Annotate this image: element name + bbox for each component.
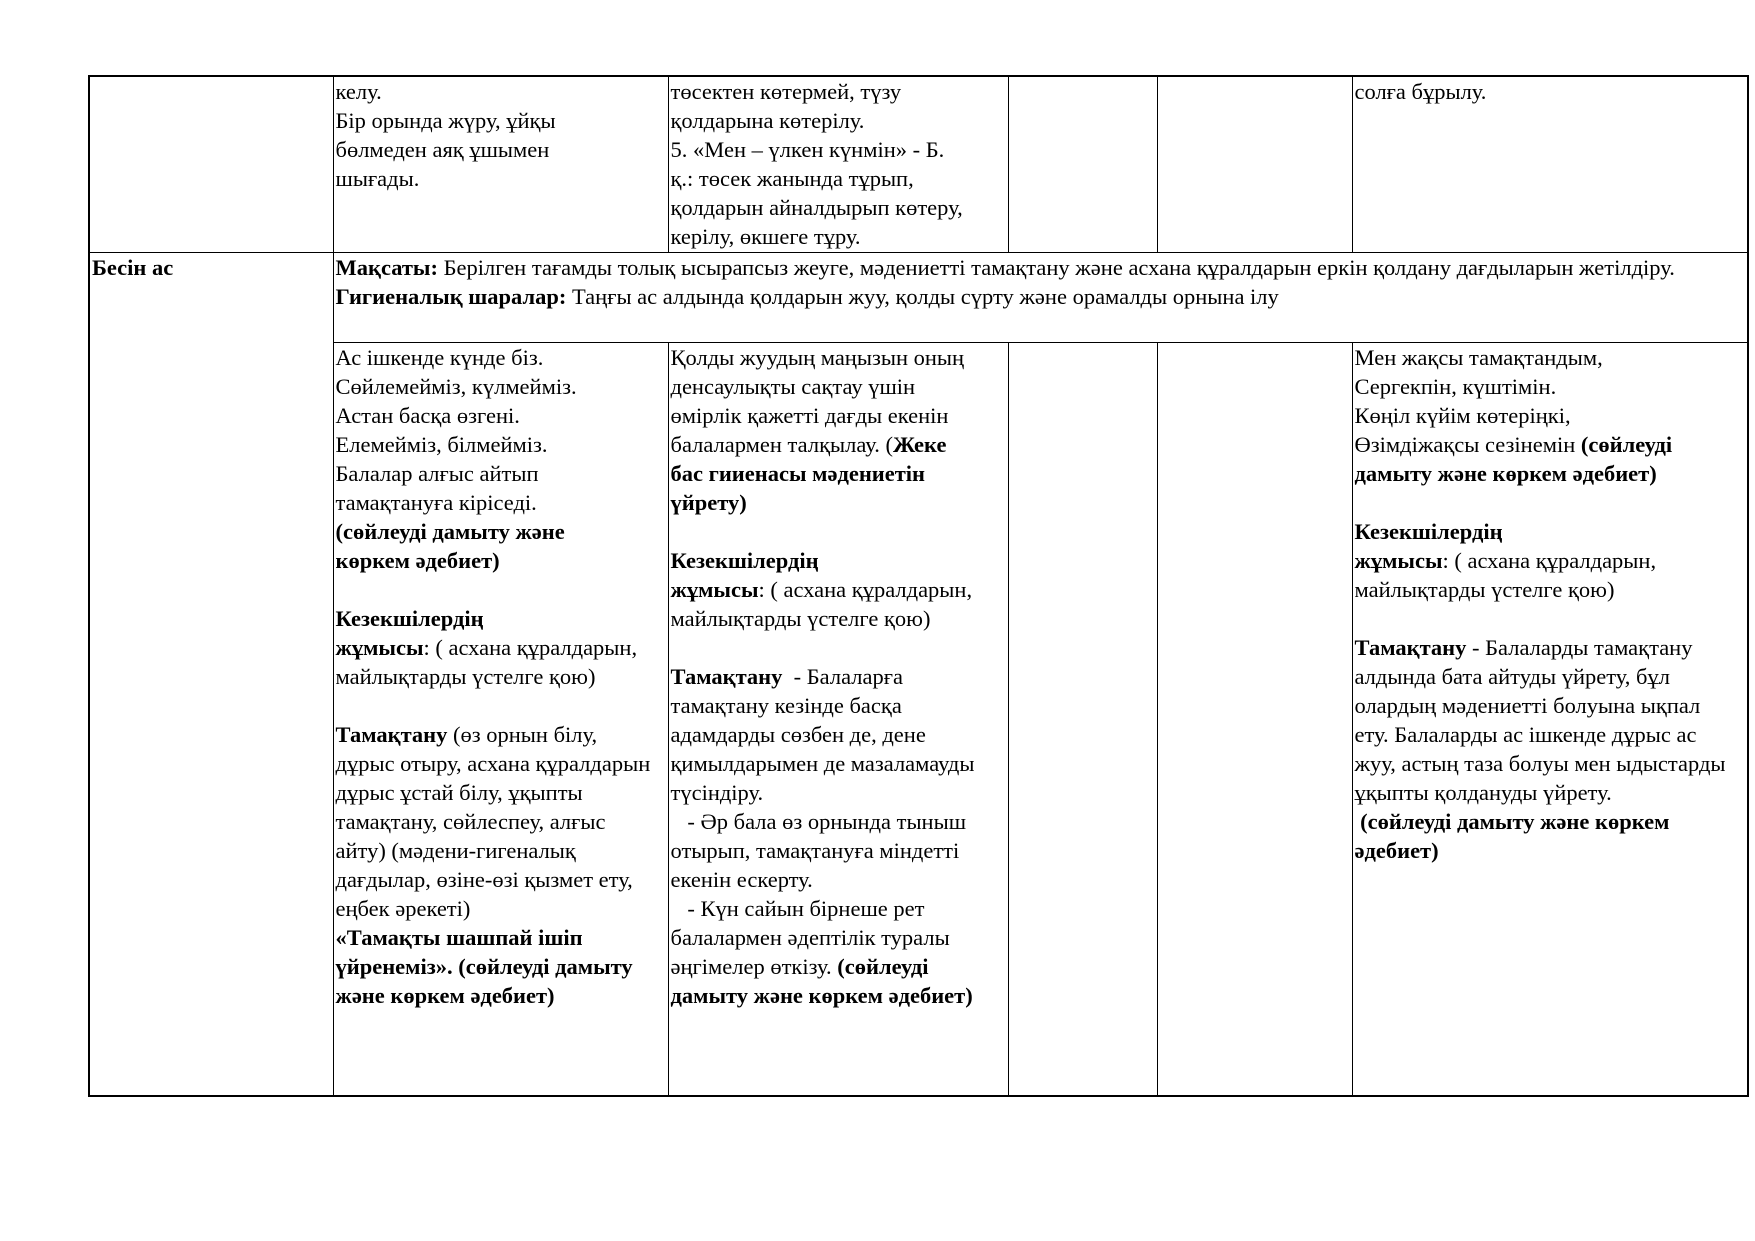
cell-monday-activity: келу. Бір орында жүру, ұйқы бөлмеден аяқ ұшымен шығады. xyxy=(333,76,668,252)
continuation-row xyxy=(89,76,1748,252)
section-header-row xyxy=(89,252,1748,342)
section-title-cell xyxy=(89,252,333,1096)
section-goal-cell xyxy=(333,252,1748,342)
cell-tuesday-activity: төсектен көтермей, түзу қолдарына көтерілу. 5. «Мен – үлкен күнмін» - Б. қ.: төсек жанында тұрып, қолдарын айналдырып көтеру, керілу, өкшеге тұру. xyxy=(668,76,1008,252)
goal-label: Мақсаты: xyxy=(335,254,438,280)
cell-friday-activity: солға бұрылу. xyxy=(1352,76,1748,252)
daily-content-row xyxy=(89,342,1748,1096)
cell-monday-meal: Ас ішкенде күнде біз. Сөйлемейміз, күлмейміз. Астан басқа өзгені. Елемейміз, білмейміз. Балалар алғыс айтып тамақтануға кіріседі. (сөйлеуді дамыту және көркем әдебиет) Кезекшілердің жұмысы: ( асхана құралдарын, майлықтарды үстелге қою) Тамақтану (өз орнын білу, дұрыс отыру, асхана құралдарын дұрыс ұстай білу, ұқыпты тамақтану, сөйлеспеу, алғыс айту) (мәдени-гигеналық дағдылар, өзіне-өзі қызмет ету, еңбек әрекеті) «Тамақты шашпай ішіп үйренеміз». (сөйлеуді дамыту және көркем әдебиет) xyxy=(333,342,668,1096)
cell-thursday-meal xyxy=(1157,342,1352,1096)
cell-wednesday-meal xyxy=(1008,342,1157,1096)
hygiene-label: Гигиеналық шаралар: xyxy=(335,283,567,309)
hygiene-text: Таңғы ас алдында қолдарын жуу, қолды сүрту және орамалды орнына ілу xyxy=(566,283,1279,309)
cell-empty-left xyxy=(89,76,333,252)
cell-tuesday-meal: Қолды жуудың маңызын оның денсаулықты сақтау үшін өмірлік қажетті дағды екенін балалармен талқылау. (Жеке бас гииенасы мәдениетін үйрету) Кезекшілердің жұмысы: ( асхана құралдарын, майлықтарды үстелге қою) Тамақтану - Балаларға тамақтану кезінде басқа адамдарды сөзбен де, дене қимылдарымен де мазаламауды түсіндіру. - Әр бала өз орнында тыныш отырып, тамақтануға міндетті екенін ескерту. - Күн сайын бірнеше рет балалармен әдептілік туралы әңгімелер өткізу. (сөйлеуді дамыту және көркем әдебиет) xyxy=(668,342,1008,1096)
cell-thursday-empty xyxy=(1157,76,1352,252)
cell-wednesday-empty xyxy=(1008,76,1157,252)
section-title: Бесін ас xyxy=(92,254,174,280)
daily-plan-table xyxy=(88,75,1749,1097)
goal-text: Берілген тағамды толық ысырапсыз жеуге, мәдениетті тамақтану және асхана құралдарын еркін қолдану дағдыларын жетілдіру. xyxy=(438,254,1675,280)
cell-friday-meal: Мен жақсы тамақтандым, Сергекпін, күштімін. Көңіл күйім көтеріңкі, Өзімдіжақсы сезінемін (сөйлеуді дамыту және көркем әдебиет) Кезекшілердің жұмысы: ( асхана құралдарын, майлықтарды үстелге қою) Тамақтану - Балаларды тамақтану алдында бата айтуды үйрету, бұл олардың мәдениетті болуына ықпал ету. Балаларды ас ішкенде дұрыс ас жуу, астың таза болуы мен ыдыстарды ұқыпты қолдануды үйрету. (сөйлеуді дамыту және көркем әдебиет) xyxy=(1352,342,1748,1096)
